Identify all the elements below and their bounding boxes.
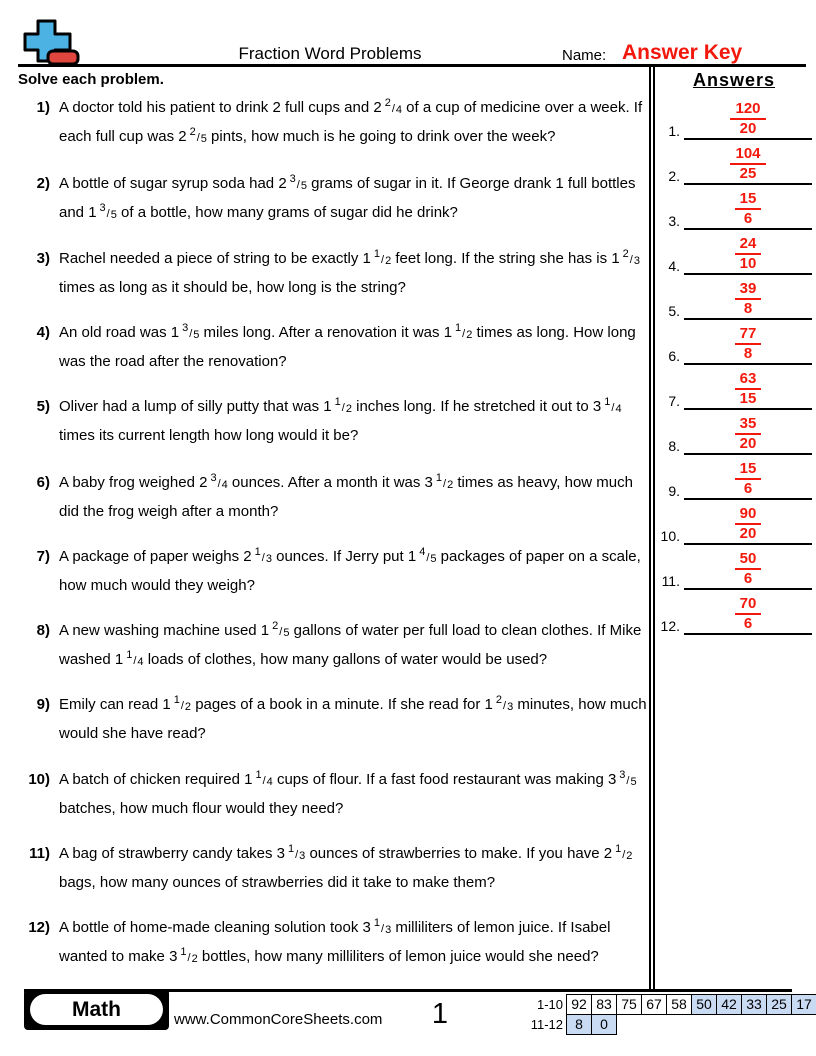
mixed-number: 1 $^1/_2$ <box>323 396 352 415</box>
mixed-number: 1 $^1/_4$ <box>244 769 273 788</box>
answer-blank-line <box>684 146 812 185</box>
problem-number: 7) <box>36 548 50 565</box>
score-cell: 67 <box>641 994 667 1015</box>
problem-item <box>16 469 648 525</box>
problem-text: A new washing machine used 1 $^2/_5$ gallons of water per full load to clean clothes. If Mike washed 1 $^1/_4$ loads of clothes, how many gallons of water would be used? <box>59 620 642 668</box>
problem-item <box>16 393 648 449</box>
problem-item <box>16 617 648 675</box>
mixed-number: 1 $^2/_5$ <box>260 620 290 639</box>
problem-text: Rachel needed a piece of string to be exactly 1 $^1/_2$ feet long. If the string she has is 1 $^2/_3$ times as long as it should be, how long is the string? <box>59 248 640 296</box>
problem-number: 4) <box>36 324 50 341</box>
answer-blank-line <box>684 236 812 275</box>
answer-item <box>654 370 814 410</box>
problem-number: 11) <box>29 845 50 862</box>
answer-fraction <box>735 461 762 497</box>
problem-text: A baby frog weighed 2 $^3/_4$ ounces. After a month it was 3 $^1/_2$ times as heavy, how much did the frog weigh after a month? <box>59 472 633 520</box>
mixed-number: 3 $^1/_3$ <box>276 843 306 862</box>
problem-number: 3) <box>36 250 50 267</box>
problem-item <box>16 170 648 228</box>
brand-label: Math <box>30 994 163 1025</box>
problem-item <box>16 319 648 375</box>
problem-text: A bag of strawberry candy takes 3 $^1/_3$ ounces of strawberries to make. If you have 2 $^1/_2$ bags, how many ounces of strawberries did it take to make them? <box>59 843 633 891</box>
answer-fraction <box>735 596 762 632</box>
mixed-number: 1 $^2/_3$ <box>484 694 514 713</box>
answer-item <box>654 100 814 140</box>
mixed-number: 2 $^2/_4$ <box>373 97 403 116</box>
score-cell: 58 <box>666 994 692 1015</box>
mixed-number: 1 $^1/_2$ <box>362 248 392 267</box>
answer-fraction <box>735 281 762 317</box>
problem-number: 1) <box>36 99 50 116</box>
fraction-denominator: 20 <box>739 120 757 137</box>
problem-text: A bottle of home-made cleaning solution took 3 $^1/_3$ milliliters of lemon juice. If Isabel wanted to make 3 $^1/_2$ bottles, how many milliliters of lemon juice would she need? <box>59 917 611 965</box>
answer-fraction <box>735 371 762 407</box>
answer-item <box>654 550 814 590</box>
problem-text: A package of paper weighs 2 $^1/_3$ ounces. If Jerry put 1 $^4/_5$ packages of paper on a scale, how much would they weigh? <box>59 546 641 594</box>
problem-text: A bottle of sugar syrup soda had 2 $^3/_5$ grams of sugar in it. If George drank 1 full bottles and 1 $^3/_5$ of a bottle, how many grams of sugar did he drink? <box>59 173 636 221</box>
score-cell: 8 <box>566 1014 592 1035</box>
answer-item <box>654 460 814 500</box>
answer-fraction <box>735 236 762 272</box>
problem-number: 2) <box>36 175 50 192</box>
problem-number: 8) <box>36 622 50 639</box>
score-cell: 33 <box>741 994 767 1015</box>
answer-number: 2. <box>668 168 680 184</box>
fraction-denominator: 8 <box>743 300 753 317</box>
answer-fraction <box>735 416 762 452</box>
answer-fraction <box>735 551 762 587</box>
answer-blank-line <box>684 326 812 365</box>
mixed-number: 2 $^3/_4$ <box>199 472 228 491</box>
answer-blank-line <box>684 416 812 455</box>
problem-text: Oliver had a lump of silly putty that was 1 $^1/_2$ inches long. If he stretched it out to 3 $^1/_4$ times its current length how long would it be? <box>59 396 622 444</box>
problem-number: 12) <box>28 919 50 936</box>
mixed-number: 3 $^1/_3$ <box>362 917 392 936</box>
mixed-number: 1 $^1/_2$ <box>443 322 473 341</box>
answer-blank-line <box>684 551 812 590</box>
answer-fraction <box>730 146 765 182</box>
answer-blank-line <box>684 461 812 500</box>
score-cell: 75 <box>616 994 642 1015</box>
mixed-number: 1 $^3/_5$ <box>170 322 200 341</box>
fraction-numerator: 104 <box>730 146 765 165</box>
answer-blank-line <box>684 101 812 140</box>
answer-item <box>654 235 814 275</box>
problem-number: 5) <box>36 398 50 415</box>
fraction-numerator: 35 <box>735 416 762 435</box>
answer-number: 12. <box>660 618 680 634</box>
problem-text: An old road was 1 $^3/_5$ miles long. After a renovation it was 1 $^1/_2$ times as long. How long was the road after the renovation? <box>59 322 636 370</box>
fraction-numerator: 120 <box>730 101 765 120</box>
answer-number: 11. <box>661 573 680 589</box>
fraction-numerator: 24 <box>735 236 762 255</box>
fraction-denominator: 25 <box>739 165 757 182</box>
fraction-numerator: 63 <box>735 371 762 390</box>
mixed-number: 3 $^3/_5$ <box>607 769 637 788</box>
score-cell: 25 <box>766 994 792 1015</box>
header-divider-line <box>18 64 806 67</box>
answer-key-label: Answer Key <box>622 41 743 64</box>
answer-blank-line <box>684 596 812 635</box>
score-table <box>518 994 816 1035</box>
score-cell: 92 <box>566 994 592 1015</box>
answer-number: 3. <box>668 213 680 229</box>
instruction-text: Solve each problem. <box>18 71 164 88</box>
answer-item <box>654 595 814 635</box>
score-cell: 50 <box>691 994 717 1015</box>
minus-icon <box>48 51 78 64</box>
fraction-denominator: 20 <box>739 435 757 452</box>
fraction-denominator: 8 <box>743 345 753 362</box>
answer-item <box>654 505 814 545</box>
problem-item <box>16 94 648 152</box>
problem-number: 10) <box>28 771 50 788</box>
score-row-label: 11-12 <box>530 1017 563 1032</box>
answer-item <box>654 190 814 230</box>
fraction-numerator: 15 <box>735 191 762 210</box>
answer-fraction <box>730 101 765 137</box>
problem-item <box>16 543 648 599</box>
mixed-number: 1 $^4/_5$ <box>407 546 437 565</box>
fraction-numerator: 50 <box>735 551 762 570</box>
answer-item <box>654 325 814 365</box>
problem-number: 9) <box>36 696 50 713</box>
answer-number: 5. <box>668 303 680 319</box>
answer-blank-line <box>684 371 812 410</box>
mixed-number: 3 $^1/_4$ <box>592 396 622 415</box>
score-cell: 0 <box>591 1014 617 1035</box>
problem-item <box>16 766 648 822</box>
fraction-denominator: 6 <box>743 480 753 497</box>
answer-blank-line <box>684 191 812 230</box>
fraction-denominator: 20 <box>739 525 757 542</box>
answer-number: 9. <box>668 483 680 499</box>
score-cell: 83 <box>591 994 617 1015</box>
answer-number: 7. <box>668 393 680 409</box>
problem-text: Emily can read 1 $^1/_2$ pages of a book in a minute. If she read for 1 $^2/_3$ minutes, how much would she have read? <box>59 694 647 742</box>
answer-item <box>654 280 814 320</box>
website-text: www.CommonCoreSheets.com <box>174 1011 383 1028</box>
answer-number: 1. <box>668 123 680 139</box>
mixed-number: 3 $^1/_2$ <box>169 946 198 965</box>
answer-number: 10. <box>660 528 680 544</box>
answer-blank-line <box>684 506 812 545</box>
problem-item <box>16 245 648 301</box>
fraction-numerator: 77 <box>735 326 762 345</box>
answer-item <box>654 145 814 185</box>
problem-text: A batch of chicken required 1 $^1/_4$ cups of flour. If a fast food restaurant was making 3 $^3/_5$ batches, how much flour would they need? <box>59 769 637 817</box>
fraction-numerator: 39 <box>735 281 762 300</box>
mixed-number: 1 $^1/_4$ <box>114 649 144 668</box>
score-cell: 42 <box>716 994 742 1015</box>
answer-number: 6. <box>668 348 680 364</box>
score-row-label: 1-10 <box>536 997 563 1012</box>
answer-fraction <box>735 191 762 227</box>
mixed-number: 3 $^1/_2$ <box>424 472 454 491</box>
mixed-number: 2 $^2/_5$ <box>178 126 207 145</box>
problem-item <box>16 840 648 896</box>
mixed-number: 2 $^3/_5$ <box>278 173 307 192</box>
answer-number: 8. <box>668 438 680 454</box>
page-number: 1 <box>431 998 449 1030</box>
answer-number: 4. <box>668 258 680 274</box>
fraction-denominator: 15 <box>739 390 757 407</box>
fraction-denominator: 6 <box>743 570 753 587</box>
problem-number: 6) <box>36 474 50 491</box>
mixed-number: 2 $^1/_2$ <box>603 843 633 862</box>
answer-fraction <box>735 326 762 362</box>
fraction-denominator: 6 <box>743 210 753 227</box>
name-label: Name: <box>562 47 607 64</box>
answer-fraction <box>735 506 762 542</box>
score-row <box>518 1014 816 1035</box>
fraction-numerator: 70 <box>735 596 762 615</box>
mixed-number: 2 $^1/_3$ <box>243 546 272 565</box>
answers-title: Answers <box>692 70 776 90</box>
problem-text: A doctor told his patient to drink 2 full cups and 2 $^2/_4$ of a cup of medicine over a week. If each full cup was 2 $^2/_5$ pints, how much is he going to drink over the week? <box>59 97 643 145</box>
fraction-denominator: 6 <box>743 615 753 632</box>
fraction-numerator: 15 <box>735 461 762 480</box>
page-title: Fraction Word Problems <box>238 44 422 63</box>
score-row <box>518 994 816 1015</box>
mixed-number: 1 $^2/_3$ <box>611 248 640 267</box>
brand-box <box>24 989 169 1030</box>
problem-item <box>16 914 648 972</box>
fraction-denominator: 10 <box>739 255 757 272</box>
score-cell: 17 <box>791 994 816 1015</box>
answer-blank-line <box>684 281 812 320</box>
answer-item <box>654 415 814 455</box>
mixed-number: 1 $^1/_2$ <box>162 694 192 713</box>
problem-item <box>16 691 648 747</box>
mixed-number: 1 $^3/_5$ <box>88 202 117 221</box>
plus-minus-logo <box>22 18 82 68</box>
fraction-numerator: 90 <box>735 506 762 525</box>
